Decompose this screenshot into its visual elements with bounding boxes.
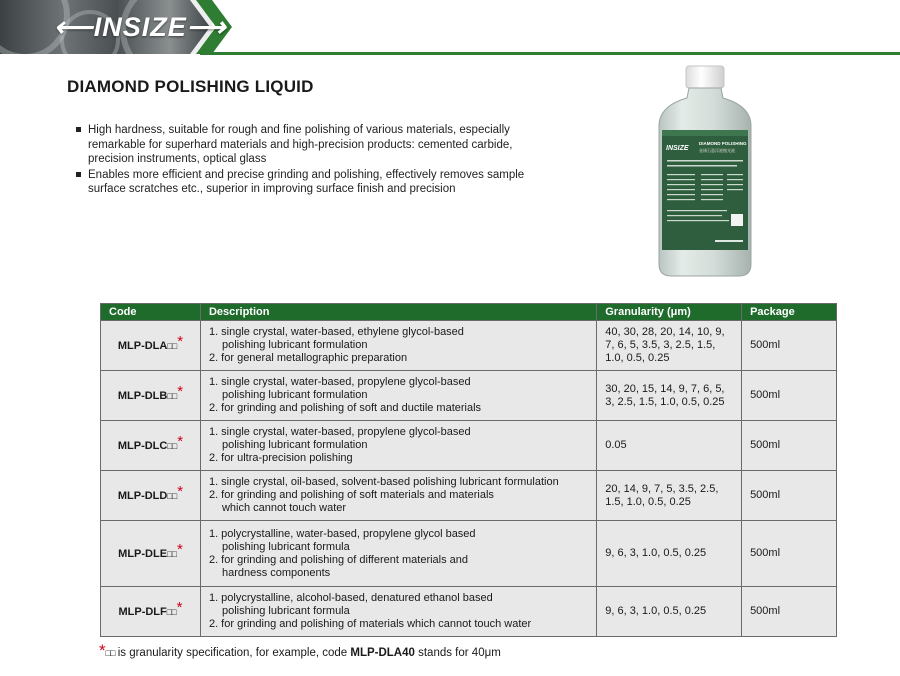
granularity-cell: 40, 30, 28, 20, 14, 10, 9, 7, 6, 5, 3.5, 3, 2.5, 1.5, 1.0, 0.5, 0.25 [597,321,742,371]
feature-item: Enables more efficient and precise grinding and polishing, effectively removes sample surface scratches etc., superior in improving surface finish and precision [76,168,546,197]
column-header-granularity: Granularity (μm) [597,304,742,321]
table-row [101,421,837,471]
footnote-boxes: □□ [105,648,115,658]
table-row [101,521,837,587]
description-cell: 1. single crystal, oil-based, solvent-based polishing lubricant formulation 2. for grinding and polishing of soft materials and materials which cannot touch water [200,471,596,521]
description-cell: 1. single crystal, water-based, ethylene glycol-based polishing lubricant formulation 2. for general metallographic preparation [200,321,596,371]
description-cell: 1. single crystal, water-based, propylene glycol-based polishing lubricant formulation 2. for grinding and polishing of soft and ductile materials [200,371,596,421]
package-cell: 500ml [742,587,837,637]
column-header-description: Description [200,304,596,321]
code-cell: MLP-DLC□□* [101,421,201,471]
table-row [101,471,837,521]
feature-list [76,123,546,198]
code-cell: MLP-DLB□□* [101,371,201,421]
package-cell: 500ml [742,471,837,521]
table-row [101,321,837,371]
granularity-cell: 30, 20, 15, 14, 9, 7, 6, 5, 3, 2.5, 1.5, 1.0, 0.5, 0.25 [597,371,742,421]
column-header-code: Code [101,304,201,321]
code-cell: MLP-DLD□□* [101,471,201,521]
granularity-cell: 20, 14, 9, 7, 5, 3.5, 2.5, 1.5, 1.0, 0.5, 0.25 [597,471,742,521]
code-cell: MLP-DLA□□* [101,321,201,371]
description-cell: 1. single crystal, water-based, propylene glycol-based polishing lubricant formulation 2. for ultra-precision polishing [200,421,596,471]
header-banner [0,0,900,56]
footnote-star: * [99,641,106,660]
page-title: DIAMOND POLISHING LIQUID [67,77,314,96]
description-cell: 1. polycrystalline, alcohol-based, denatured ethanol based polishing lubricant formula 2. for grinding and polishing of materials which cannot touch water [200,587,596,637]
table-header-row [101,304,837,321]
granularity-cell: 9, 6, 3, 1.0, 0.5, 0.25 [597,521,742,587]
table-row [101,371,837,421]
package-cell: 500ml [742,371,837,421]
feature-item: High hardness, suitable for rough and fine polishing of various materials, especially remarkable for superhard materials and high-precision products: cemented carbide, precision instruments, optical glass [76,123,546,167]
package-cell: 500ml [742,321,837,371]
description-cell: 1. polycrystalline, water-based, propylene glycol based polishing lubricant formula 2. for grinding and polishing of different materials and hardness components [200,521,596,587]
package-cell: 500ml [742,521,837,587]
product-bottle-image [655,64,755,280]
svg-text:金刚石悬浮液抛光液: 金刚石悬浮液抛光液 [699,148,735,153]
svg-text:DIAMOND POLISHING: DIAMOND POLISHING [699,141,747,146]
code-cell: MLP-DLF□□* [101,587,201,637]
package-cell: 500ml [742,421,837,471]
header-divider [200,52,900,55]
code-cell: MLP-DLE□□* [101,521,201,587]
brand-logo: ⟵INSIZE⟶ [54,12,227,42]
granularity-cell: 9, 6, 3, 1.0, 0.5, 0.25 [597,587,742,637]
granularity-cell: 0.05 [597,421,742,471]
footnote: *□□ is granularity specification, for example, code MLP-DLA40 stands for 40μm [99,641,501,660]
table-row [101,587,837,637]
column-header-package: Package [742,304,837,321]
svg-text:INSIZE: INSIZE [666,145,689,152]
footnote-example-code: MLP-DLA40 [350,647,415,659]
spec-table [100,303,837,637]
